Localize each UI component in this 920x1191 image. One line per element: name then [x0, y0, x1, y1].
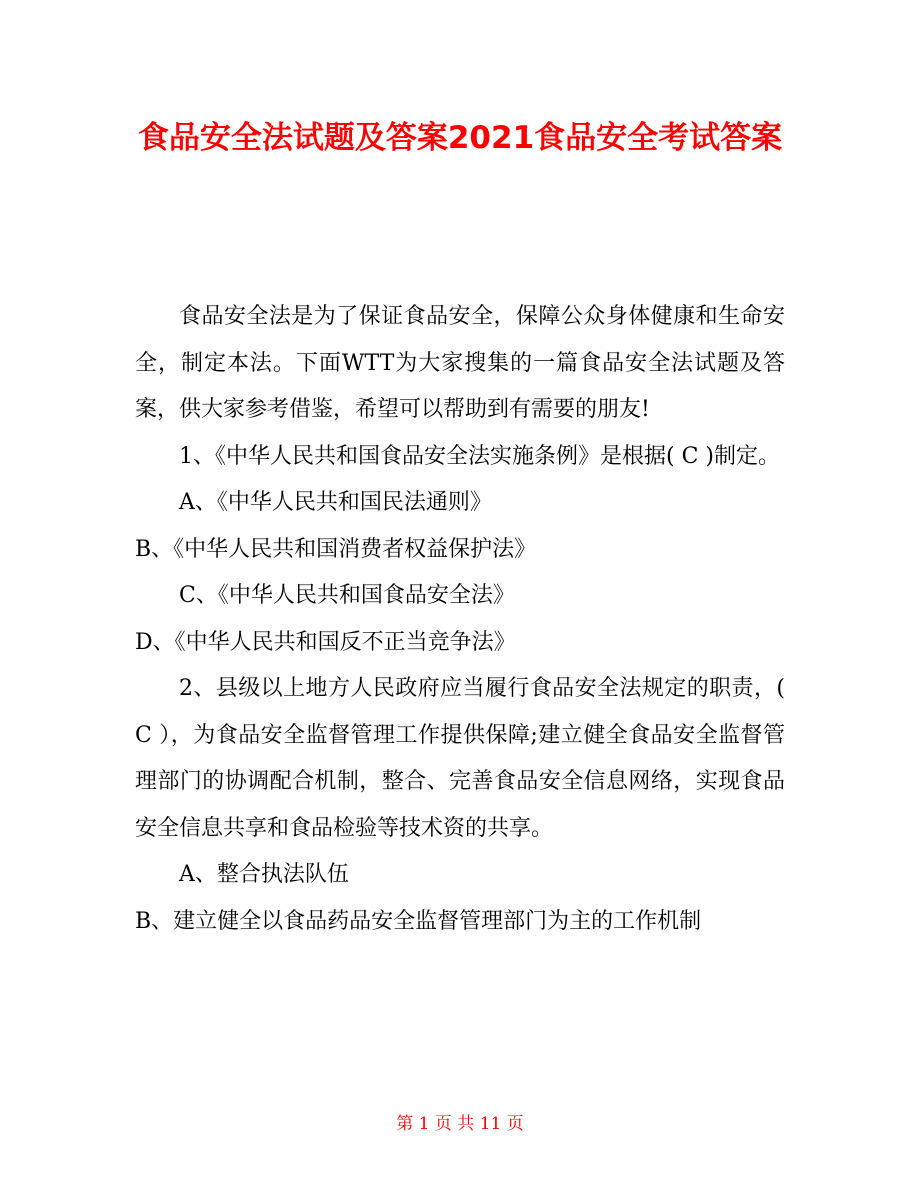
- document-title: 食品安全法试题及答案2021食品安全考试答案: [137, 120, 783, 156]
- document-body: [135, 294, 785, 945]
- intro-paragraph: 食品安全法是为了保证食品安全，保障公众身体健康和生命安全，制定本法。下面WTT为大家搜集的一篇食品安全法试题及答案，供大家参考借鉴，希望可以帮助到有需要的朋友!: [135, 304, 785, 422]
- question-2: 2、县级以上地方人民政府应当履行食品安全法规定的职责，( C ），为食品安全监督管理工作提供保障;建立健全食品安全监督管理部门的协调配合机制，整合、完善食品安全信息网络，实现食品安全信息共享和食品检验等技术资的共享。: [135, 676, 785, 841]
- question-1: 1、《中华人民共和国食品安全法实施条例》是根据( C )制定。: [179, 443, 780, 469]
- question-2-option-b: B、建立健全以食品药品安全监督管理部门为主的工作机制: [135, 908, 702, 934]
- question-1-option-a: A、《中华人民共和国民法通则》: [179, 490, 492, 515]
- question-1-option-c: C、《中华人民共和国食品安全法》: [179, 583, 515, 608]
- page-footer: 第 1 页 共 11 页: [396, 1114, 524, 1134]
- question-1-option-b: B、《中华人民共和国消费者权益保护法》: [135, 536, 537, 562]
- question-2-option-a: A、整合执法队伍: [179, 862, 349, 887]
- question-1-option-d: D、《中华人民共和国反不正当竞争法》: [135, 629, 516, 655]
